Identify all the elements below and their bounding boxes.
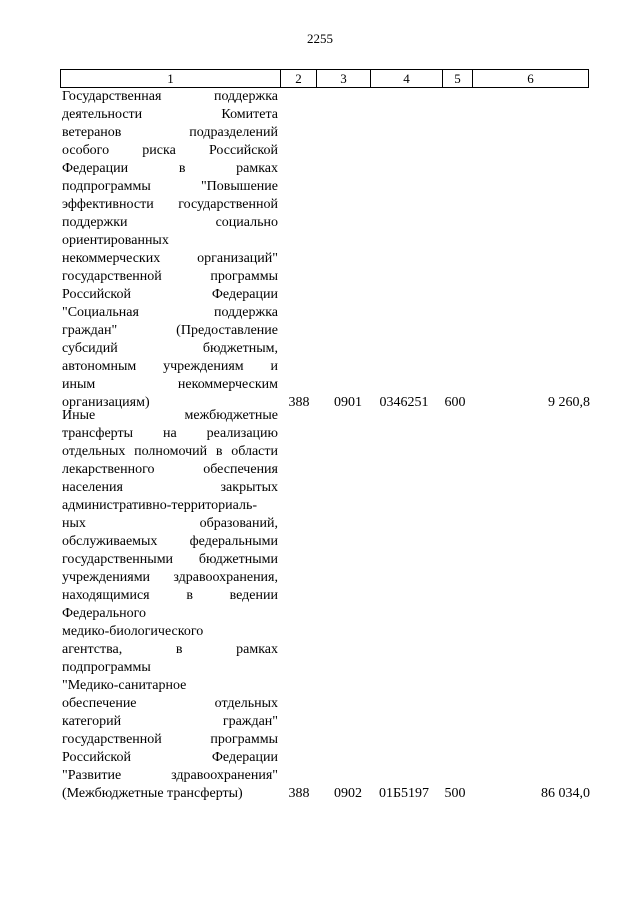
cell-target-article: 01Б5197 xyxy=(378,786,430,801)
cell-admin-code: 388 xyxy=(288,395,310,410)
column-header-6: 6 xyxy=(473,70,589,88)
description-line: поддержки социально xyxy=(62,215,278,230)
description-line: организациям) xyxy=(62,395,150,410)
column-header-4: 4 xyxy=(371,70,443,88)
description-line: иным некоммерческим xyxy=(62,377,278,392)
description-line: Российской Федерации xyxy=(62,287,278,302)
page-number: 2255 xyxy=(307,31,333,46)
cell-amount: 9 260,8 xyxy=(548,395,590,410)
description-line: трансферты на реализацию xyxy=(62,426,278,441)
description-line: ветеранов подразделений xyxy=(62,125,278,140)
description-line: Иные межбюджетные xyxy=(62,408,278,423)
description-line: Федерации в рамках xyxy=(62,161,278,176)
cell-section-code: 0902 xyxy=(334,786,362,801)
column-header-5: 5 xyxy=(443,70,473,88)
description-line: учреждениями здравоохранения, xyxy=(62,570,278,585)
description-line: "Медико-санитарное xyxy=(62,678,187,693)
description-line: государственной программы xyxy=(62,269,278,284)
cell-expense-type: 500 xyxy=(444,786,466,801)
column-header-3: 3 xyxy=(317,70,371,88)
description-line: подпрограммы xyxy=(62,660,151,675)
cell-amount: 86 034,0 xyxy=(541,786,590,801)
description-line: "Развитие здравоохранения" xyxy=(62,768,278,783)
description-line: лекарственного обеспечения xyxy=(62,462,278,477)
description-line: деятельности Комитета xyxy=(62,107,278,122)
description-line: населения закрытых xyxy=(62,480,278,495)
description-line: ориентированных xyxy=(62,233,169,248)
cell-target-article: 0346251 xyxy=(379,395,429,410)
description-line: подпрограммы "Повышение xyxy=(62,179,278,194)
cell-admin-code: 388 xyxy=(288,786,310,801)
description-line: особого риска Российской xyxy=(62,143,278,158)
description-line: находящимися в ведении xyxy=(62,588,278,603)
cell-section-code: 0901 xyxy=(334,395,362,410)
description-line: автономным учреждениям и xyxy=(62,359,278,374)
column-header-row xyxy=(61,70,589,88)
column-header-2: 2 xyxy=(281,70,317,88)
description-line: Федерального xyxy=(62,606,147,621)
description-line: (Межбюджетные трансферты) xyxy=(62,786,243,801)
description-line: "Социальная поддержка xyxy=(62,305,278,320)
description-line: медико-биологического xyxy=(62,624,204,639)
description-line: субсидий бюджетным, xyxy=(62,341,278,356)
description-line: отдельных полномочий в области xyxy=(62,444,278,459)
description-line: ных образований, xyxy=(62,516,278,531)
description-line: обслуживаемых федеральными xyxy=(62,534,278,549)
description-line: некоммерческих организаций" xyxy=(62,251,278,266)
description-line: категорий граждан" xyxy=(62,714,278,729)
column-header-1: 1 xyxy=(61,70,281,88)
row-description xyxy=(62,407,278,803)
description-line: государственной программы xyxy=(62,732,278,747)
description-line: государственными бюджетными xyxy=(62,552,278,567)
description-line: эффективности государственной xyxy=(62,197,278,212)
row-description xyxy=(62,88,278,412)
description-line: обеспечение отдельных xyxy=(62,696,278,711)
description-line: агентства, в рамках xyxy=(62,642,278,657)
cell-expense-type: 600 xyxy=(444,395,466,410)
description-line: Государственная поддержка xyxy=(62,89,278,104)
column-header-table xyxy=(60,69,589,88)
description-line: граждан" (Предоставление xyxy=(62,323,278,338)
description-line: административно-территориаль- xyxy=(62,498,258,513)
description-line: Российской Федерации xyxy=(62,750,278,765)
